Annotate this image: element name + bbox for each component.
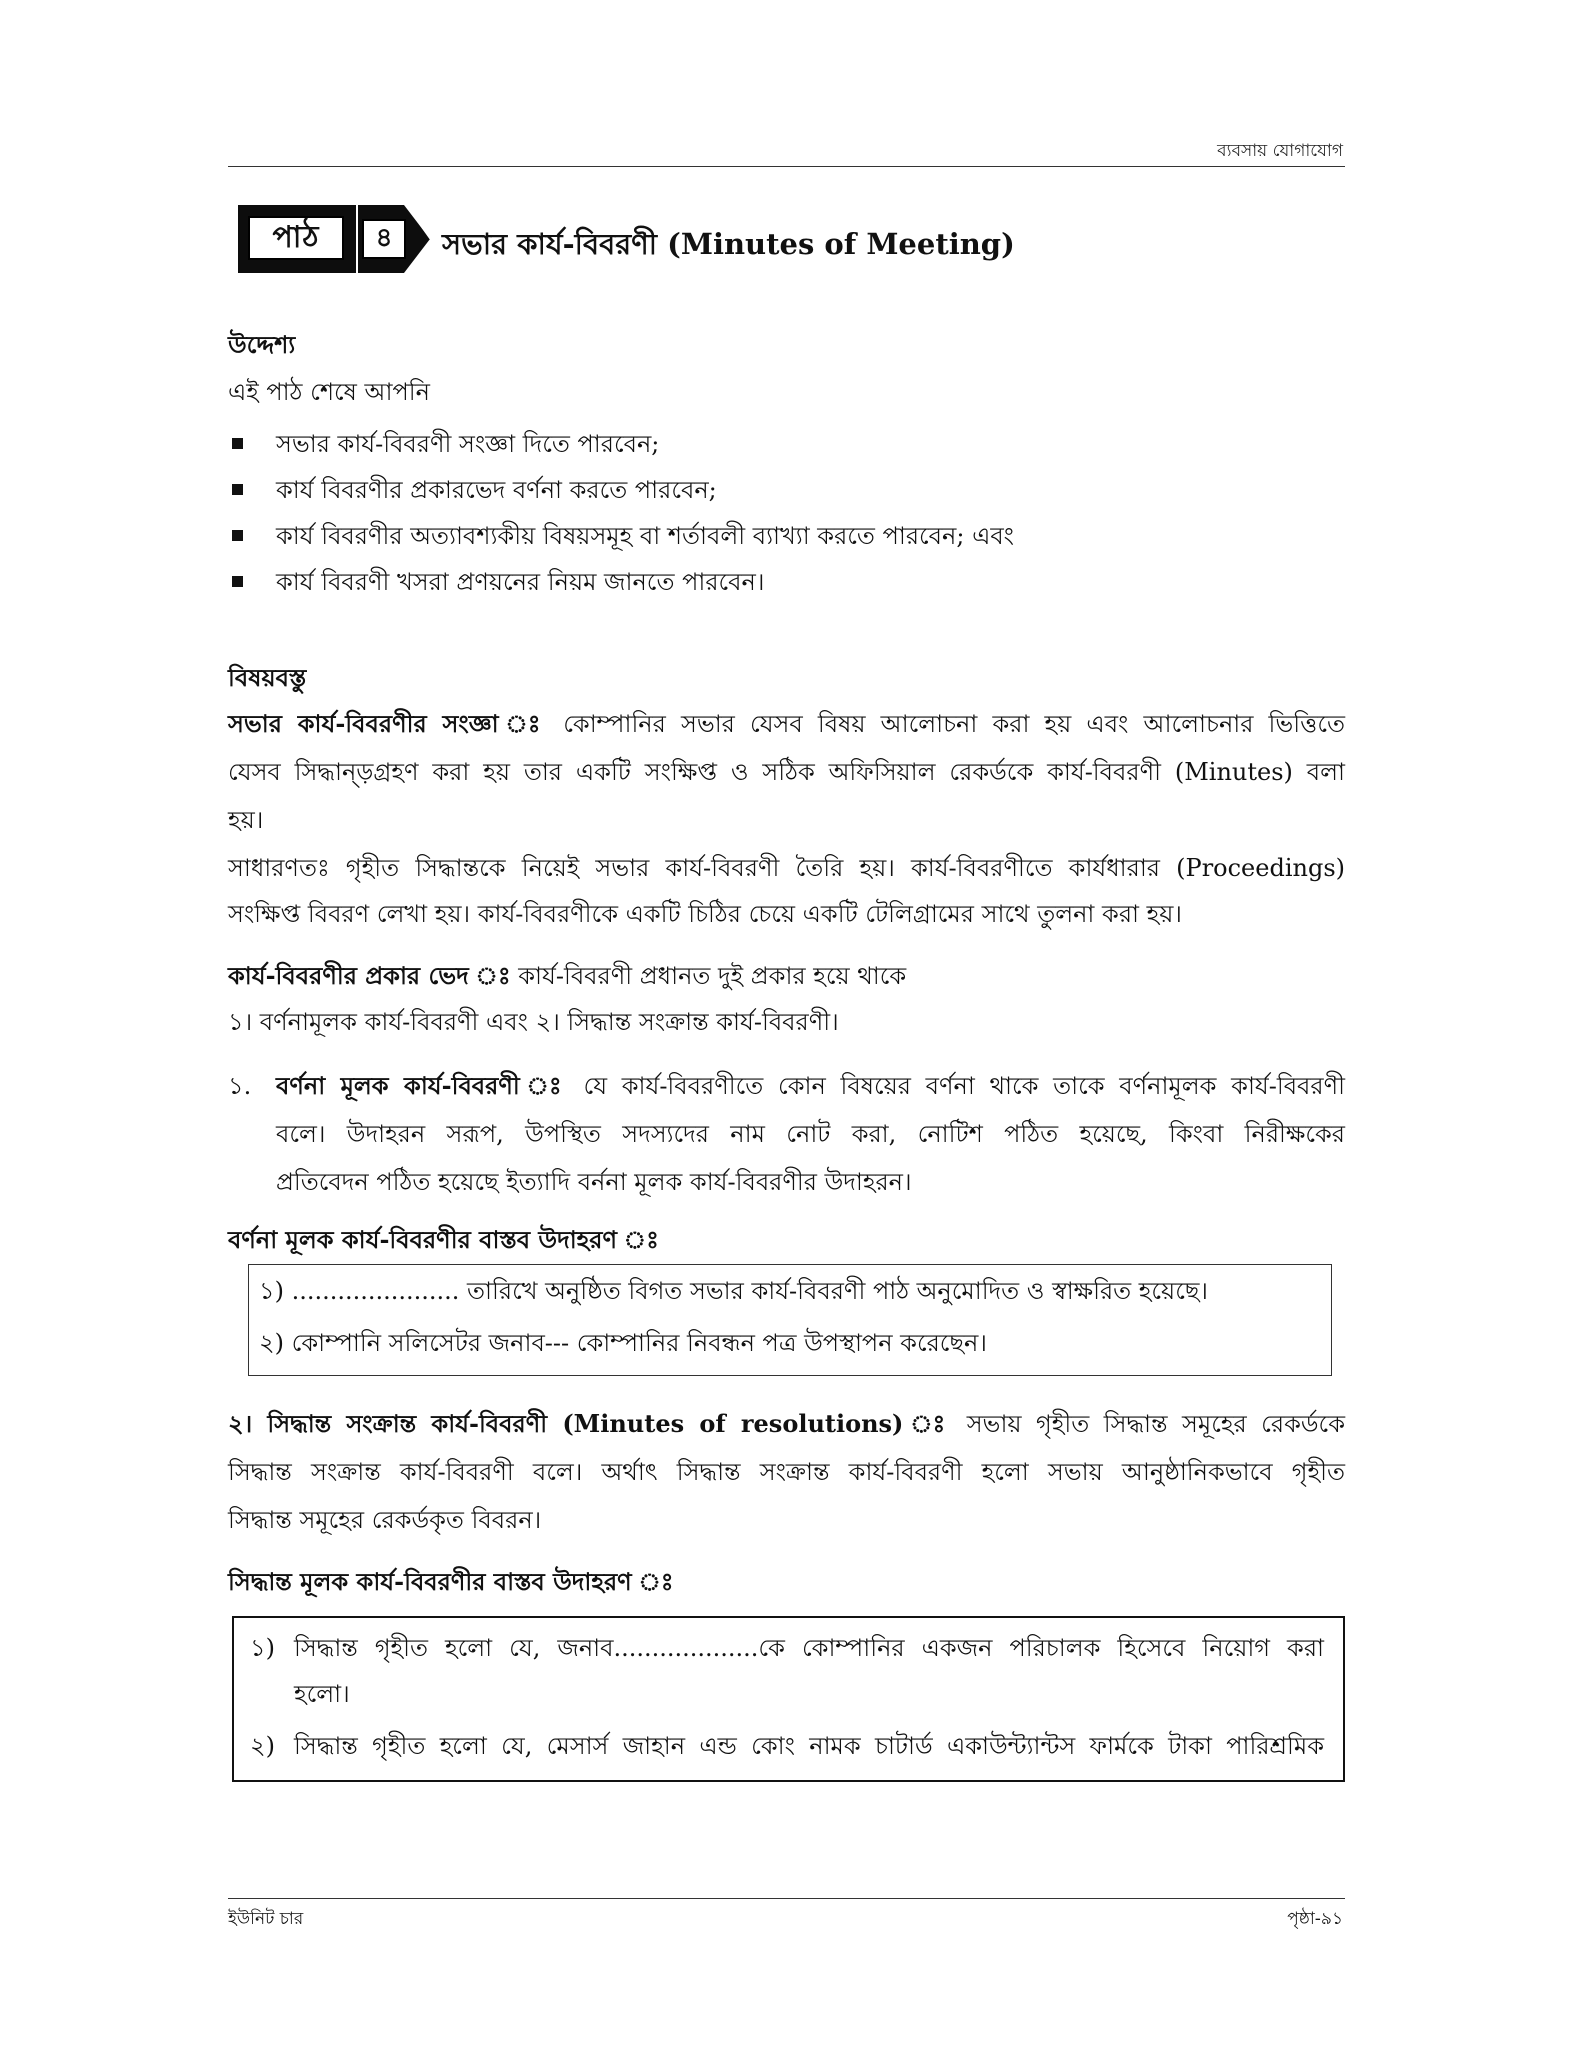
descriptive-example-box: [248, 1264, 1332, 1376]
general-line-1: সাধারণতঃ গৃহীত সিদ্ধান্তকে নিয়েই সভার কার্য-বিবরণী তৈরি হয়। কার্য-বিবরণীতে কার্যধারার (Proceedings): [228, 854, 1345, 882]
lesson-label-box: [238, 205, 356, 273]
lesson-number: ৪: [362, 219, 406, 259]
lesson-label: পাঠ: [248, 216, 344, 260]
objectives-list: [228, 426, 1014, 610]
list-item: কার্য বিবরণীর অত্যাবশ্যকীয় বিষয়সমূহ বা শর্তাবলী ব্যাখ্যা করতে পারবেন; এবং: [228, 518, 1014, 564]
list-item: সভার কার্য-বিবরণী সংজ্ঞা দিতে পারবেন;: [228, 426, 1014, 472]
descriptive-line-1: বর্ণনা মূলক কার্য-বিবরণী ঃ যে কার্য-বিবরণীতে কোন বিষয়ের বর্ণনা থাকে তাকে বর্ণনামূলক কার্য-বিবরণী: [276, 1071, 1345, 1100]
lesson-badge: [238, 205, 430, 273]
resolution-example-heading: সিদ্ধান্ত মূলক কার্য-বিবরণীর বাস্তব উদাহরণ ঃ: [228, 1567, 674, 1596]
bullet-square-icon: [232, 438, 243, 449]
bullet-square-icon: [232, 484, 243, 495]
running-header: ব্যবসায় যোগাযোগ: [1217, 141, 1343, 161]
resolution-example-box: [232, 1616, 1345, 1782]
descriptive-line-3: প্রতিবেদন পঠিত হয়েছে ইত্যাদি বর্ননা মূলক কার্য-বিবরণীর উদাহরন।: [276, 1168, 912, 1196]
footer-rule: [228, 1898, 1345, 1899]
content-heading: বিষয়বস্তু: [228, 663, 307, 692]
types-line: কার্য-বিবরণীর প্রকার ভেদ ঃ কার্য-বিবরণী প্রধানত দুই প্রকার হয়ে থাকে: [228, 961, 907, 990]
objectives-heading: উদ্দেশ্য: [228, 330, 296, 359]
list-item: কার্য বিবরণী খসরা প্রণয়নের নিয়ম জানতে পারবেন।: [228, 564, 1014, 610]
types-list: ১। বর্ণনামূলক কার্য-বিবরণী এবং ২। সিদ্ধান্ত সংক্রান্ত কার্য-বিবরণী।: [228, 1008, 839, 1036]
list-item: কার্য বিবরণীর প্রকারভেদ বর্ণনা করতে পারবেন;: [228, 472, 1014, 518]
objectives-intro: এই পাঠ শেষে আপনি: [228, 378, 430, 406]
header-rule: [228, 166, 1345, 167]
example-item-continued: হলো।: [294, 1680, 350, 1708]
example-number: ২): [250, 1732, 275, 1760]
resolution-line-1: ২। সিদ্ধান্ত সংক্রান্ত কার্য-বিবরণী (Minutes of resolutions) ঃ সভায় গৃহীত সিদ্ধান্ত সমূহের রেকর্ডকে: [228, 1409, 1345, 1438]
definition-line-2: যেসব সিদ্ধান্ড়গ্রহণ করা হয় তার একটি সংক্ষিপ্ত ও সঠিক অফিসিয়াল রেকর্ডকে কার্য-বিবরণী (Minutes) বলা: [228, 758, 1345, 786]
descriptive-example-heading: বর্ণনা মূলক কার্য-বিবরণীর বাস্তব উদাহরণ ঃ: [228, 1225, 659, 1254]
bullet-square-icon: [232, 576, 243, 587]
footer-page-number: পৃষ্ঠা-৯১: [1287, 1909, 1343, 1929]
example-item: সিদ্ধান্ত গৃহীত হলো যে, মেসার্স জাহান এন্ড কোং নামক চাটার্ড একাউন্ট্যান্টস ফার্মকে টাকা পারিশ্রমিক: [294, 1732, 1324, 1760]
example-number: ১): [250, 1634, 275, 1662]
descriptive-number: ১.: [228, 1072, 252, 1100]
lesson-title: সভার কার্য-বিবরণী (Minutes of Meeting): [442, 227, 1015, 261]
resolution-line-3: সিদ্ধান্ত সমূহের রেকর্ডকৃত বিবরন।: [228, 1506, 542, 1534]
example-item: ১) ...................... তারিখে অনুষ্ঠিত বিগত সভার কার্য-বিবরণী পাঠ অনুমোদিত ও স্বাক্ষরিত হয়েছে।: [259, 1277, 1208, 1305]
definition-line-3: হয়।: [228, 806, 264, 834]
general-line-2: সংক্ষিপ্ত বিবরণ লেখা হয়। কার্য-বিবরণীকে একটি চিঠির চেয়ে একটি টেলিগ্রামের সাথে তুলনা করা হয়।: [228, 900, 1182, 928]
example-item: সিদ্ধান্ত গৃহীত হলো যে, জনাব...................কে কোম্পানির একজন পরিচালক হিসেবে নিয়োগ করা: [294, 1634, 1324, 1662]
footer-unit: ইউনিট চার: [228, 1909, 304, 1929]
descriptive-line-2: বলে। উদাহরন সরূপ, উপস্থিত সদস্যদের নাম নোট করা, নোটিশ পঠিত হয়েছে, কিংবা নিরীক্ষকের: [276, 1120, 1345, 1148]
resolution-line-2: সিদ্ধান্ত সংক্রান্ত কার্য-বিবরণী বলে। অর্থাৎ সিদ্ধান্ত সংক্রান্ত কার্য-বিবরণী হলো সভায় আনুষ্ঠানিকভাবে গৃহীত: [228, 1458, 1345, 1486]
example-item: ২) কোম্পানি সলিসেটর জনাব--- কোম্পানির নিবন্ধন পত্র উপস্থাপন করেছেন।: [259, 1329, 987, 1357]
definition-line-1: সভার কার্য-বিবরণীর সংজ্ঞা ঃ কোম্পানির সভার যেসব বিষয় আলোচনা করা হয় এবং আলোচনার ভিত্তিতে: [228, 709, 1345, 738]
bullet-square-icon: [232, 530, 243, 541]
